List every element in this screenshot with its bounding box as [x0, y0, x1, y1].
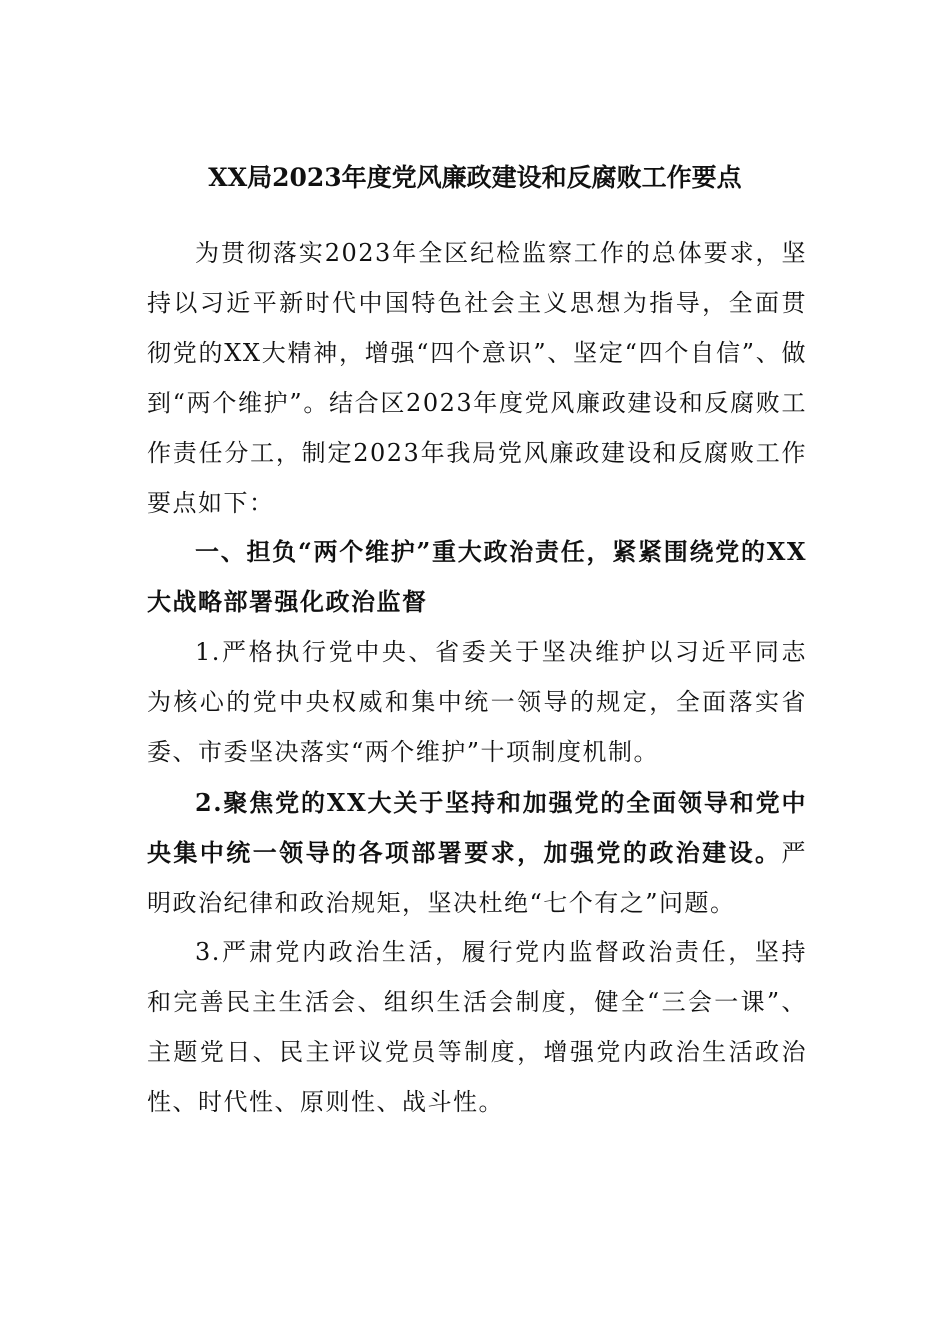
list-item-1: 1.严格执行党中央、省委关于坚决维护以习近平同志为核心的党中央权威和集中统一领导的规定，全面落实省委、市委坚决落实“两个维护”十项制度机制。	[147, 638, 807, 766]
list-item-3: 3.严肃党内政治生活，履行党内监督政治责任，坚持和完善民主生活会、组织生活会制度，健全“三会一课”、主题党日、民主评议党员等制度，增强党内政治生活政治性、时代性、原则性、战斗性。	[147, 938, 807, 1116]
list-item-2-body: 严明政治纪律和政治规矩，坚决杜绝“七个有之”问题。	[147, 839, 807, 917]
list-item-2	[147, 778, 807, 928]
list-item-2-lead: 2.聚焦党的XX大关于坚持和加强党的全面领导和党中央集中统一领导的各项部署要求，加强党的政治建设。	[147, 788, 807, 867]
document-title: XX局2023年度党风廉政建设和反腐败工作要点	[208, 163, 742, 192]
section-heading-1: 一、担负“两个维护”重大政治责任，紧紧围绕党的XX大战略部署强化政治监督	[147, 537, 807, 616]
intro-paragraph: 为贯彻落实2023年全区纪检监察工作的总体要求，坚持以习近平新时代中国特色社会主义思想为指导，全面贯彻党的XX大精神，增强“四个意识”、坚定“四个自信”、做到“两个维护”。结合区2023年度党风廉政建设和反腐败工作责任分工，制定2023年我局党风廉政建设和反腐败工作要点如下：	[147, 239, 807, 517]
